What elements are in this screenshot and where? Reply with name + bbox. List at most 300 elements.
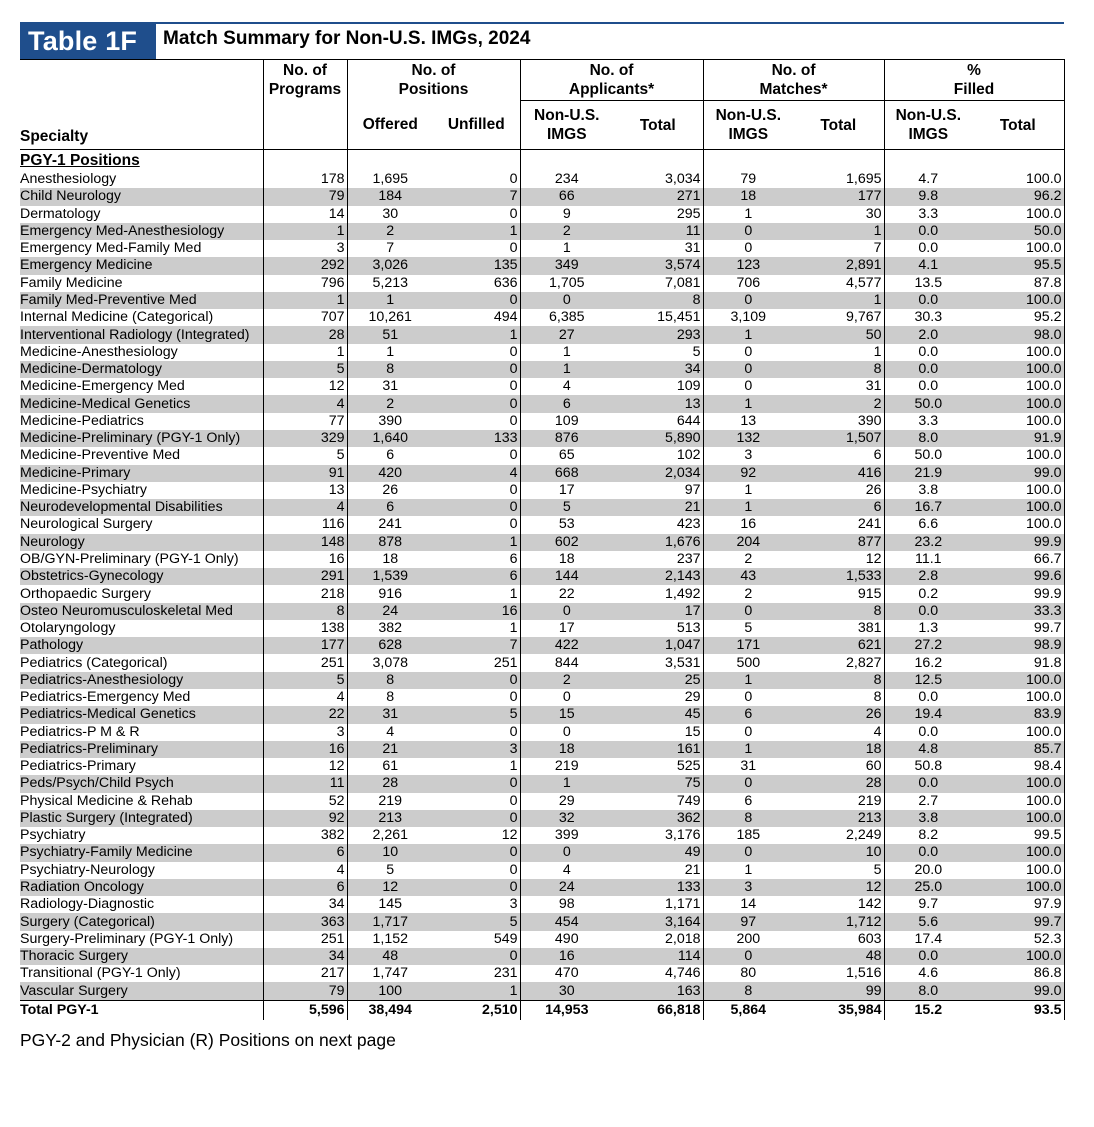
cell-filled-total: 100.0 — [972, 240, 1064, 257]
cell-programs: 3 — [263, 724, 347, 741]
cell-filled-nonus: 0.0 — [884, 724, 972, 741]
cell-specialty: Otolaryngology — [20, 620, 116, 637]
table-body — [20, 150, 1064, 1020]
cell-applicants-total: 3,531 — [665, 654, 701, 671]
section-label: PGY-1 Positions — [20, 152, 140, 169]
cell-filled-nonus: 0.2 — [884, 585, 972, 602]
cell-applicants-nonus: 1 — [520, 344, 613, 361]
cell-programs: 329 — [263, 430, 347, 447]
table-row — [20, 395, 1064, 412]
cell-matches-total: 603 — [857, 930, 882, 947]
matches-header-label: No. of Matches* — [759, 62, 828, 98]
cell-matches-total: 4 — [873, 723, 882, 740]
cell-specialty: Pediatrics-Primary — [20, 758, 136, 775]
cell-applicants-total: 2,034 — [613, 465, 703, 482]
cell-programs: 251 — [263, 654, 347, 671]
cell-programs: 77 — [263, 413, 347, 430]
cell-applicants-nonus: 98 — [520, 896, 613, 913]
cell-filled-total: 100.0 — [972, 672, 1064, 689]
cell-specialty: Emergency Medicine — [20, 257, 263, 274]
cell-specialty: Internal Medicine (Categorical) — [20, 309, 214, 326]
cell-applicants-total: 15 — [684, 723, 701, 740]
cell-specialty: Psychiatry — [20, 827, 86, 844]
cell-matches-nonus: 5 — [703, 620, 793, 637]
cell-programs: 79 — [263, 188, 347, 205]
cell-applicants-nonus: 15 — [520, 706, 613, 723]
cell-unfilled: 6 — [509, 550, 518, 567]
table-row — [20, 344, 1064, 361]
cell-specialty: Medicine-Dermatology — [20, 361, 263, 378]
cell-offered: 1,695 — [347, 171, 433, 188]
cell-filled-total: 98.0 — [972, 326, 1064, 343]
cell-applicants-nonus: 349 — [520, 257, 613, 274]
cell-matches-nonus: 706 — [703, 275, 793, 292]
cell-applicants-total: 5 — [692, 343, 701, 360]
cell-unfilled: 1 — [433, 326, 520, 343]
cell-applicants-total: 3,164 — [613, 913, 703, 930]
cell-offered: 10 — [347, 844, 433, 861]
filled-header-label: % Filled — [953, 62, 995, 98]
cell-offered: 1,640 — [347, 430, 433, 447]
table-row — [20, 862, 1064, 879]
cell-applicants-total: 29 — [684, 689, 701, 706]
cell-offered: 4 — [347, 724, 433, 741]
cell-matches-total: 8 — [793, 603, 884, 620]
cell-offered: 21 — [347, 741, 433, 758]
cell-filled-nonus: 50.0 — [884, 395, 972, 412]
cell-programs: 251 — [263, 931, 347, 948]
col-header-programs-blank — [263, 101, 347, 150]
cell-unfilled: 0 — [509, 240, 518, 257]
cell-applicants-total: 3,574 — [613, 257, 703, 274]
cell-matches-total: 2 — [793, 395, 884, 412]
cell-matches-nonus: 31 — [703, 758, 793, 775]
cell-matches-nonus: 1 — [703, 862, 793, 879]
cell-filled-total: 100.0 — [972, 689, 1064, 706]
cell-offered: 916 — [347, 585, 433, 602]
cell-filled-total: 83.9 — [972, 706, 1064, 723]
cell-matches-nonus: 0 — [703, 724, 793, 741]
cell-specialty: Medicine-Psychiatry — [20, 481, 147, 498]
cell-offered: 1,747 — [347, 965, 433, 982]
cell-filled-nonus: 50.8 — [884, 758, 972, 775]
cell-unfilled: 7 — [433, 188, 520, 205]
cell-filled-nonus: 9.8 — [884, 188, 972, 205]
match-summary-table — [20, 59, 1065, 1020]
cell-matches-nonus: 79 — [703, 171, 793, 188]
cell-offered: 7 — [347, 240, 433, 257]
cell-programs: 91 — [263, 465, 347, 482]
cell-filled-nonus: 17.4 — [884, 931, 972, 948]
cell-specialty: Medicine-Primary — [20, 465, 263, 482]
cell-offered: 2,261 — [347, 827, 433, 844]
col-header-matches-nonus: Non-U.S. IMGS — [703, 101, 793, 150]
cell-unfilled: 0 — [509, 447, 518, 464]
cell-offered: 1,539 — [347, 568, 433, 585]
cell-applicants-total: 513 — [676, 620, 701, 637]
cell-filled-nonus: 0.0 — [884, 948, 972, 965]
cell-filled-nonus: 0.0 — [884, 344, 972, 361]
cell-specialty: Pediatrics (Categorical) — [20, 654, 168, 671]
cell-programs: 6 — [263, 844, 347, 861]
cell-filled-total: 85.7 — [972, 741, 1064, 758]
cell-unfilled: 0 — [433, 672, 520, 689]
cell-specialty: Pediatrics-Anesthesiology — [20, 672, 263, 689]
cell-matches-total: 1 — [793, 292, 884, 309]
cell-filled-total: 100.0 — [972, 206, 1064, 223]
cell-matches-total: 2,891 — [793, 257, 884, 274]
cell-specialty: Peds/Psych/Child Psych — [20, 775, 263, 792]
cell-unfilled: 0 — [509, 343, 518, 360]
cell-programs: 4 — [263, 862, 347, 879]
total-cell-offered: 38,494 — [347, 1000, 433, 1020]
cell-applicants-nonus: 470 — [520, 965, 613, 982]
cell-filled-total: 100.0 — [972, 482, 1064, 499]
cell-programs: 22 — [263, 706, 347, 723]
table-row — [20, 534, 1064, 551]
cell-matches-total: 7 — [873, 240, 882, 257]
cell-matches-nonus: 0 — [703, 603, 793, 620]
cell-filled-nonus: 50.0 — [884, 447, 972, 464]
cell-applicants-nonus: 6,385 — [520, 309, 613, 326]
table-row — [20, 654, 1064, 671]
cell-programs: 292 — [263, 257, 347, 274]
cell-matches-total: 213 — [793, 810, 884, 827]
cell-unfilled: 0 — [509, 516, 518, 533]
cell-filled-total: 100.0 — [972, 344, 1064, 361]
cell-programs: 138 — [263, 620, 347, 637]
cell-applicants-total: 749 — [676, 792, 701, 809]
cell-applicants-total: 31 — [684, 240, 701, 257]
cell-applicants-nonus: 29 — [520, 793, 613, 810]
cell-filled-nonus: 0.0 — [884, 603, 972, 620]
cell-specialty: Emergency Med-Anesthesiology — [20, 223, 263, 240]
cell-applicants-total: 49 — [613, 844, 703, 861]
table-row — [20, 585, 1064, 602]
cell-filled-nonus: 30.3 — [884, 309, 972, 326]
cell-filled-nonus: 9.7 — [884, 896, 972, 913]
cell-offered: 382 — [347, 620, 433, 637]
cell-specialty: Pediatrics-P M & R — [20, 723, 140, 740]
cell-programs: 6 — [263, 879, 347, 896]
cell-applicants-total: 25 — [613, 672, 703, 689]
cell-matches-nonus: 0 — [703, 344, 793, 361]
cell-applicants-total: 97 — [684, 481, 701, 498]
cell-filled-total: 87.8 — [972, 275, 1064, 292]
cell-programs: 363 — [263, 913, 347, 930]
cell-unfilled: 0 — [433, 361, 520, 378]
cell-matches-nonus: 3 — [703, 879, 793, 896]
cell-matches-total: 9,767 — [846, 309, 882, 326]
table-row — [20, 206, 1064, 223]
cell-applicants-total: 295 — [676, 205, 701, 222]
col-header-specialty: Specialty — [20, 60, 263, 150]
cell-applicants-total: 21 — [613, 499, 703, 516]
cell-applicants-nonus: 876 — [520, 430, 613, 447]
cell-filled-nonus: 6.6 — [884, 516, 972, 533]
cell-applicants-nonus: 0 — [520, 844, 613, 861]
section-cell — [884, 150, 972, 172]
cell-filled-nonus: 2.7 — [884, 793, 972, 810]
cell-applicants-nonus: 4 — [520, 862, 613, 879]
cell-specialty: Psychiatry-Neurology — [20, 861, 155, 878]
cell-matches-total: 1,533 — [793, 568, 884, 585]
cell-offered: 28 — [347, 775, 433, 792]
cell-applicants-nonus: 109 — [520, 413, 613, 430]
cell-applicants-nonus: 5 — [520, 499, 613, 516]
cell-applicants-total: 4,746 — [665, 965, 701, 982]
cell-matches-total: 12 — [865, 550, 882, 567]
cell-filled-nonus: 4.8 — [884, 741, 972, 758]
table-row — [20, 896, 1064, 913]
section-cell — [263, 150, 347, 172]
cell-matches-nonus: 0 — [703, 223, 793, 240]
cell-filled-total: 100.0 — [972, 447, 1064, 464]
cell-filled-nonus: 19.4 — [884, 706, 972, 723]
cell-applicants-total: 13 — [613, 395, 703, 412]
cell-applicants-nonus: 0 — [520, 724, 613, 741]
cell-filled-total: 100.0 — [972, 862, 1064, 879]
cell-programs: 4 — [263, 395, 347, 412]
cell-unfilled: 6 — [433, 568, 520, 585]
cell-matches-total: 8 — [873, 689, 882, 706]
cell-matches-nonus: 0 — [703, 948, 793, 965]
cell-specialty: Radiation Oncology — [20, 879, 263, 896]
cell-filled-total: 100.0 — [972, 413, 1064, 430]
cell-matches-nonus: 1 — [703, 499, 793, 516]
cell-programs: 34 — [263, 896, 347, 913]
cell-filled-nonus: 3.3 — [884, 206, 972, 223]
cell-specialty: Surgery (Categorical) — [20, 913, 263, 930]
cell-filled-total: 98.4 — [972, 758, 1064, 775]
cell-unfilled: 0 — [509, 205, 518, 222]
cell-applicants-nonus: 17 — [520, 482, 613, 499]
cell-matches-nonus: 14 — [703, 896, 793, 913]
cell-programs: 217 — [263, 965, 347, 982]
cell-offered: 2 — [347, 395, 433, 412]
cell-matches-nonus: 123 — [703, 257, 793, 274]
cell-applicants-total: 109 — [676, 378, 701, 395]
cell-programs: 4 — [263, 499, 347, 516]
cell-programs: 34 — [263, 948, 347, 965]
cell-matches-total: 1 — [793, 223, 884, 240]
section-cell — [703, 150, 793, 172]
cell-offered: 213 — [347, 810, 433, 827]
cell-filled-total: 86.8 — [972, 965, 1064, 982]
cell-specialty: Family Med-Preventive Med — [20, 292, 263, 309]
cell-specialty: Medicine-Pediatrics — [20, 412, 144, 429]
cell-offered: 420 — [347, 465, 433, 482]
table-row — [20, 516, 1064, 533]
table-row — [20, 447, 1064, 464]
cell-matches-total: 621 — [793, 637, 884, 654]
table-row — [20, 465, 1064, 482]
cell-programs: 218 — [263, 585, 347, 602]
cell-applicants-nonus: 844 — [520, 654, 613, 671]
cell-specialty: Obstetrics-Gynecology — [20, 568, 263, 585]
cell-applicants-nonus: 18 — [520, 551, 613, 568]
cell-specialty: Physical Medicine & Rehab — [20, 792, 193, 809]
cell-matches-total: 6 — [793, 499, 884, 516]
cell-filled-total: 100.0 — [972, 793, 1064, 810]
cell-unfilled: 0 — [433, 844, 520, 861]
cell-matches-total: 26 — [793, 706, 884, 723]
positions-header-label: No. of Positions — [398, 62, 469, 99]
table-row — [20, 413, 1064, 430]
cell-matches-total: 60 — [865, 758, 882, 775]
cell-filled-total: 99.9 — [972, 534, 1064, 551]
cell-matches-nonus: 97 — [703, 913, 793, 930]
cell-offered: 1 — [347, 344, 433, 361]
col-header-matches — [703, 60, 884, 101]
cell-matches-nonus: 1 — [703, 326, 793, 343]
cell-filled-total: 100.0 — [972, 844, 1064, 861]
cell-unfilled: 636 — [493, 274, 518, 291]
cell-applicants-nonus: 454 — [520, 913, 613, 930]
cell-matches-nonus: 3,109 — [703, 309, 793, 326]
table-row — [20, 361, 1064, 378]
table-row — [20, 913, 1064, 930]
cell-applicants-nonus: 24 — [520, 879, 613, 896]
cell-specialty: Family Medicine — [20, 274, 123, 291]
total-cell-filled-total: 93.5 — [972, 1000, 1064, 1020]
cell-applicants-total: 1,047 — [613, 637, 703, 654]
cell-offered: 390 — [347, 413, 433, 430]
cell-unfilled: 5 — [433, 706, 520, 723]
cell-applicants-nonus: 2 — [520, 672, 613, 689]
table-row — [20, 965, 1064, 982]
cell-filled-nonus: 4.7 — [884, 171, 972, 188]
match-summary-table-wrap — [20, 59, 1064, 1020]
cell-unfilled: 0 — [509, 792, 518, 809]
cell-programs: 4 — [263, 689, 347, 706]
table-row — [20, 223, 1064, 240]
cell-offered: 2 — [347, 223, 433, 240]
cell-applicants-nonus: 234 — [520, 171, 613, 188]
table-row — [20, 603, 1064, 620]
total-cell-applicants-nonus: 14,953 — [520, 1000, 613, 1020]
cell-filled-nonus: 5.6 — [884, 913, 972, 930]
cell-applicants-nonus: 602 — [520, 534, 613, 551]
cell-specialty: Emergency Med-Family Med — [20, 240, 202, 257]
cell-filled-nonus: 16.7 — [884, 499, 972, 516]
table-row — [20, 879, 1064, 896]
cell-programs: 3 — [263, 240, 347, 257]
cell-filled-total: 91.8 — [972, 654, 1064, 671]
cell-filled-total: 97.9 — [972, 896, 1064, 913]
cell-filled-nonus: 3.8 — [884, 482, 972, 499]
table-row — [20, 741, 1064, 758]
cell-matches-total: 30 — [865, 205, 882, 222]
total-cell-matches-total: 35,984 — [793, 1000, 884, 1020]
cell-matches-nonus: 1 — [703, 741, 793, 758]
cell-applicants-total: 423 — [676, 516, 701, 533]
cell-offered: 3,078 — [347, 654, 433, 671]
col-header-positions — [347, 60, 520, 101]
table-row — [20, 499, 1064, 516]
cell-programs: 16 — [263, 741, 347, 758]
table-row — [20, 931, 1064, 948]
table-row — [20, 948, 1064, 965]
cell-specialty: Osteo Neuromusculoskeletal Med — [20, 603, 263, 620]
cell-unfilled: 549 — [493, 930, 518, 947]
cell-matches-nonus: 1 — [703, 672, 793, 689]
cell-applicants-nonus: 1 — [520, 775, 613, 792]
cell-programs: 5 — [263, 447, 347, 464]
cell-applicants-total: 1,676 — [613, 534, 703, 551]
col-header-matches-total: Total — [793, 101, 884, 150]
cell-filled-total: 66.7 — [972, 551, 1064, 568]
cell-unfilled: 0 — [509, 378, 518, 395]
cell-offered: 5 — [347, 862, 433, 879]
cell-filled-total: 98.9 — [972, 637, 1064, 654]
cell-filled-nonus: 4.6 — [884, 965, 972, 982]
cell-matches-total: 915 — [857, 585, 882, 602]
section-row — [20, 150, 1064, 172]
cell-filled-total: 100.0 — [972, 171, 1064, 188]
total-cell-matches-nonus: 5,864 — [703, 1000, 793, 1020]
cell-unfilled: 0 — [433, 292, 520, 309]
table-row — [20, 326, 1064, 343]
cell-matches-total: 142 — [857, 896, 882, 913]
cell-filled-nonus: 2.0 — [884, 326, 972, 343]
cell-filled-nonus: 0.0 — [884, 689, 972, 706]
table-row — [20, 378, 1064, 395]
section-cell — [613, 150, 703, 172]
cell-unfilled: 0 — [433, 395, 520, 412]
cell-applicants-nonus: 18 — [520, 741, 613, 758]
total-row — [20, 1000, 1064, 1020]
cell-matches-nonus: 0 — [703, 240, 793, 257]
table-badge: Table 1F — [20, 23, 156, 60]
cell-specialty: Pediatrics-Medical Genetics — [20, 706, 263, 723]
cell-offered: 10,261 — [347, 309, 433, 326]
cell-programs: 92 — [263, 810, 347, 827]
cell-applicants-total: 5,890 — [613, 430, 703, 447]
applicants-header-label: No. of Applicants* — [568, 62, 655, 98]
cell-matches-nonus: 6 — [703, 793, 793, 810]
cell-filled-nonus: 2.8 — [884, 568, 972, 585]
cell-unfilled: 0 — [509, 481, 518, 498]
cell-matches-total: 2,827 — [846, 654, 882, 671]
cell-unfilled: 12 — [501, 827, 518, 844]
cell-filled-nonus: 13.5 — [884, 275, 972, 292]
cell-applicants-total: 17 — [613, 603, 703, 620]
col-header-applicants — [520, 60, 703, 101]
cell-filled-nonus: 0.0 — [884, 775, 972, 792]
col-header-offered: Offered — [347, 101, 433, 150]
cell-applicants-total: 34 — [613, 361, 703, 378]
cell-matches-total: 28 — [793, 775, 884, 792]
table-row — [20, 844, 1064, 861]
cell-applicants-total: 133 — [613, 879, 703, 896]
cell-applicants-nonus: 399 — [520, 827, 613, 844]
cell-applicants-total: 3,176 — [665, 827, 701, 844]
cell-matches-total: 381 — [857, 620, 882, 637]
cell-applicants-total: 8 — [613, 292, 703, 309]
section-cell — [347, 150, 433, 172]
cell-filled-nonus: 23.2 — [884, 534, 972, 551]
cell-filled-total: 33.3 — [972, 603, 1064, 620]
cell-applicants-total: 161 — [613, 741, 703, 758]
cell-offered: 628 — [347, 637, 433, 654]
section-cell — [520, 150, 613, 172]
cell-offered: 18 — [347, 551, 433, 568]
cell-matches-total: 1 — [873, 343, 882, 360]
cell-matches-nonus: 16 — [703, 516, 793, 533]
cell-matches-nonus: 1 — [703, 482, 793, 499]
cell-offered: 8 — [347, 672, 433, 689]
